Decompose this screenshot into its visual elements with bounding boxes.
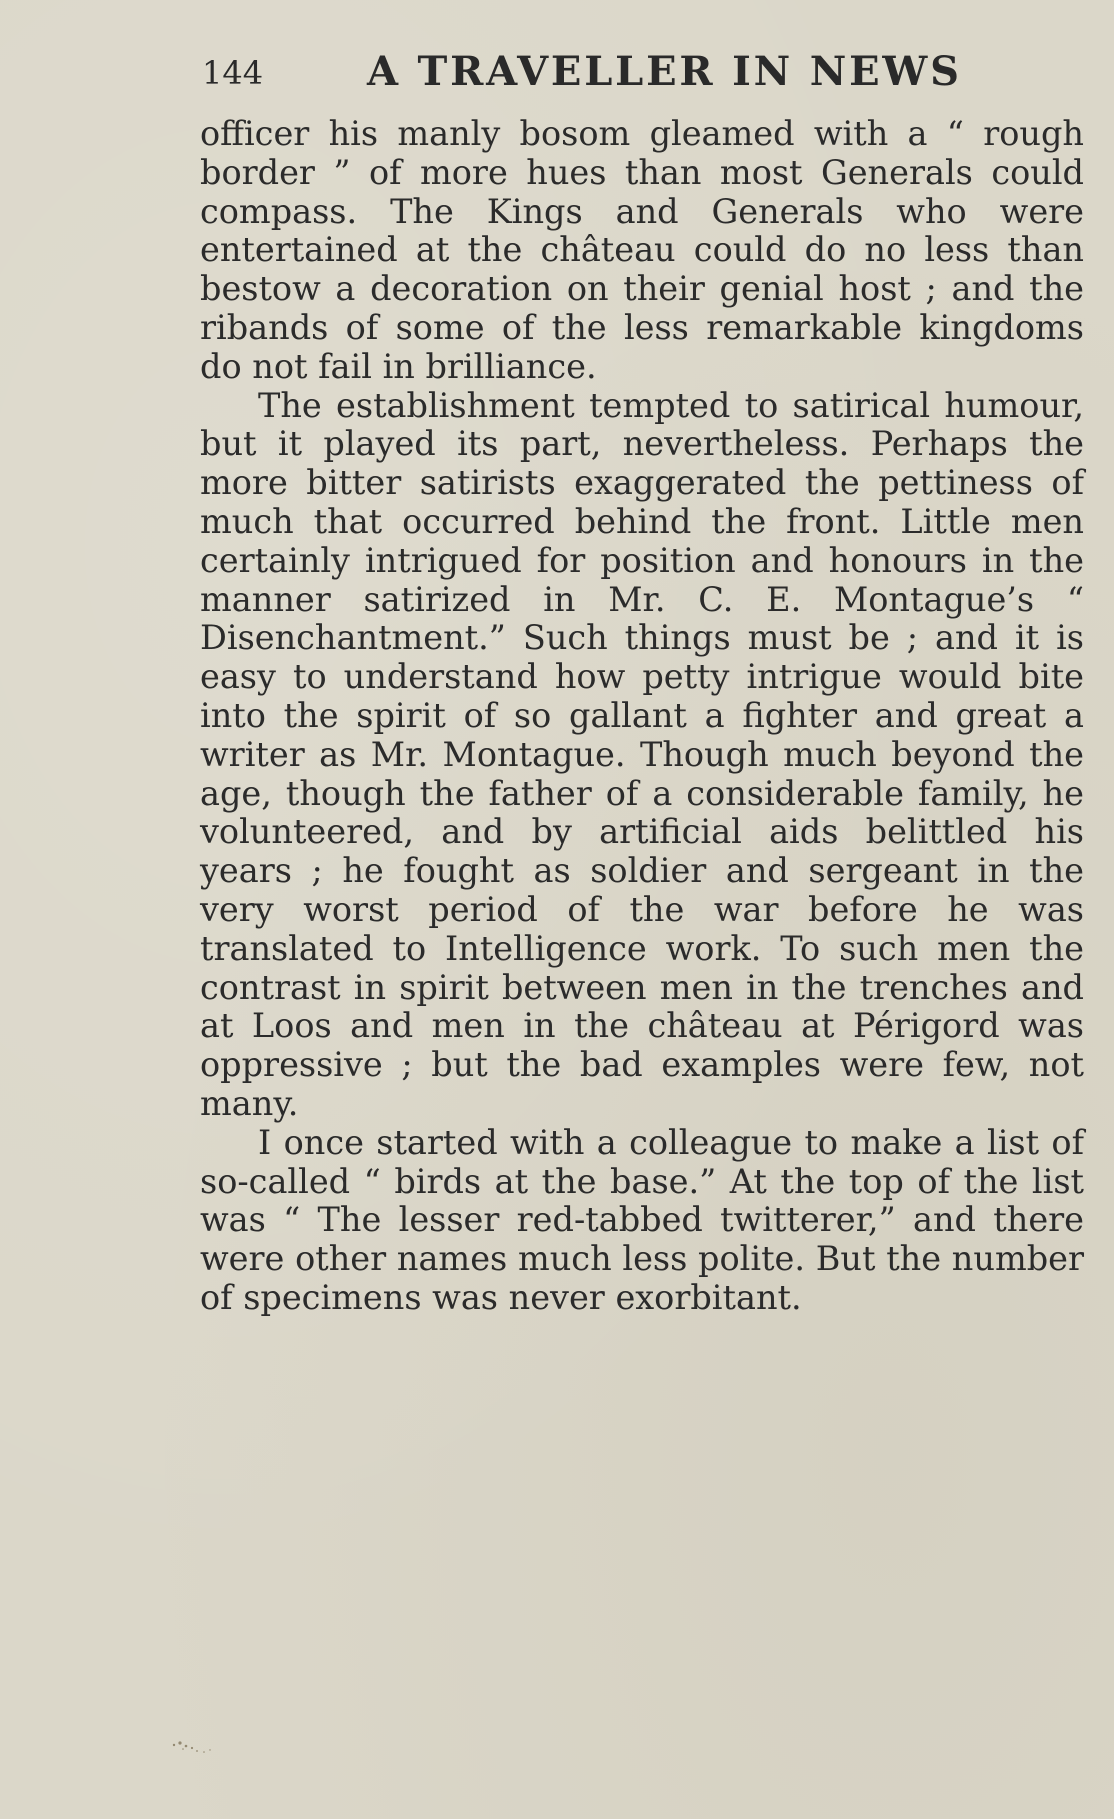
body-text [200,115,1084,1318]
running-head [202,48,1082,98]
ink-smudge-mark [166,1735,226,1759]
paragraph-2: The establishment tempted to satirical humour, but it played its part, nevertheless. Perhaps the more bitter satirists exaggerated the pettiness of much that occurred behind the front. Little men certainly intrigued for position and honours in the manner satirized in Mr. C. E. Montague’s “ Disenchantment.” Such things must be ; and it is easy to understand how petty intrigue would bite into the spirit of so gallant a fighter and great a writer as Mr. Montague. Though much beyond the age, though the father of a considerable family, he volunteered, and by artificial aids belittled his years ; he fought as soldier and sergeant in the very worst period of the war before he was translated to Intelligence work. To such men the contrast in spirit between men in the trenches and at Loos and men in the château at Périgord was oppressive ; but the bad examples were few, not many. [200,385,1084,1123]
paragraph-1: officer his manly bosom gleamed with a “ rough border ” of more hues than most Generals could compass. The Kings and Generals who were entertained at the château could do no less than bestow a decoration on their genial host ; and the ribands of some of the less remarkable kingdoms do not fail in brilliance. [200,114,1084,386]
running-title: A TRAVELLER IN NEWS [367,48,962,95]
page-number: 144 [202,54,264,92]
paragraph-3: I once started with a colleague to make a list of so-called “ birds at the base.” At the top of the list was “ The lesser red-tabbed twitterer,” and there were other names much less polite. But the number of specimens was never exorbitant. [200,1122,1084,1317]
